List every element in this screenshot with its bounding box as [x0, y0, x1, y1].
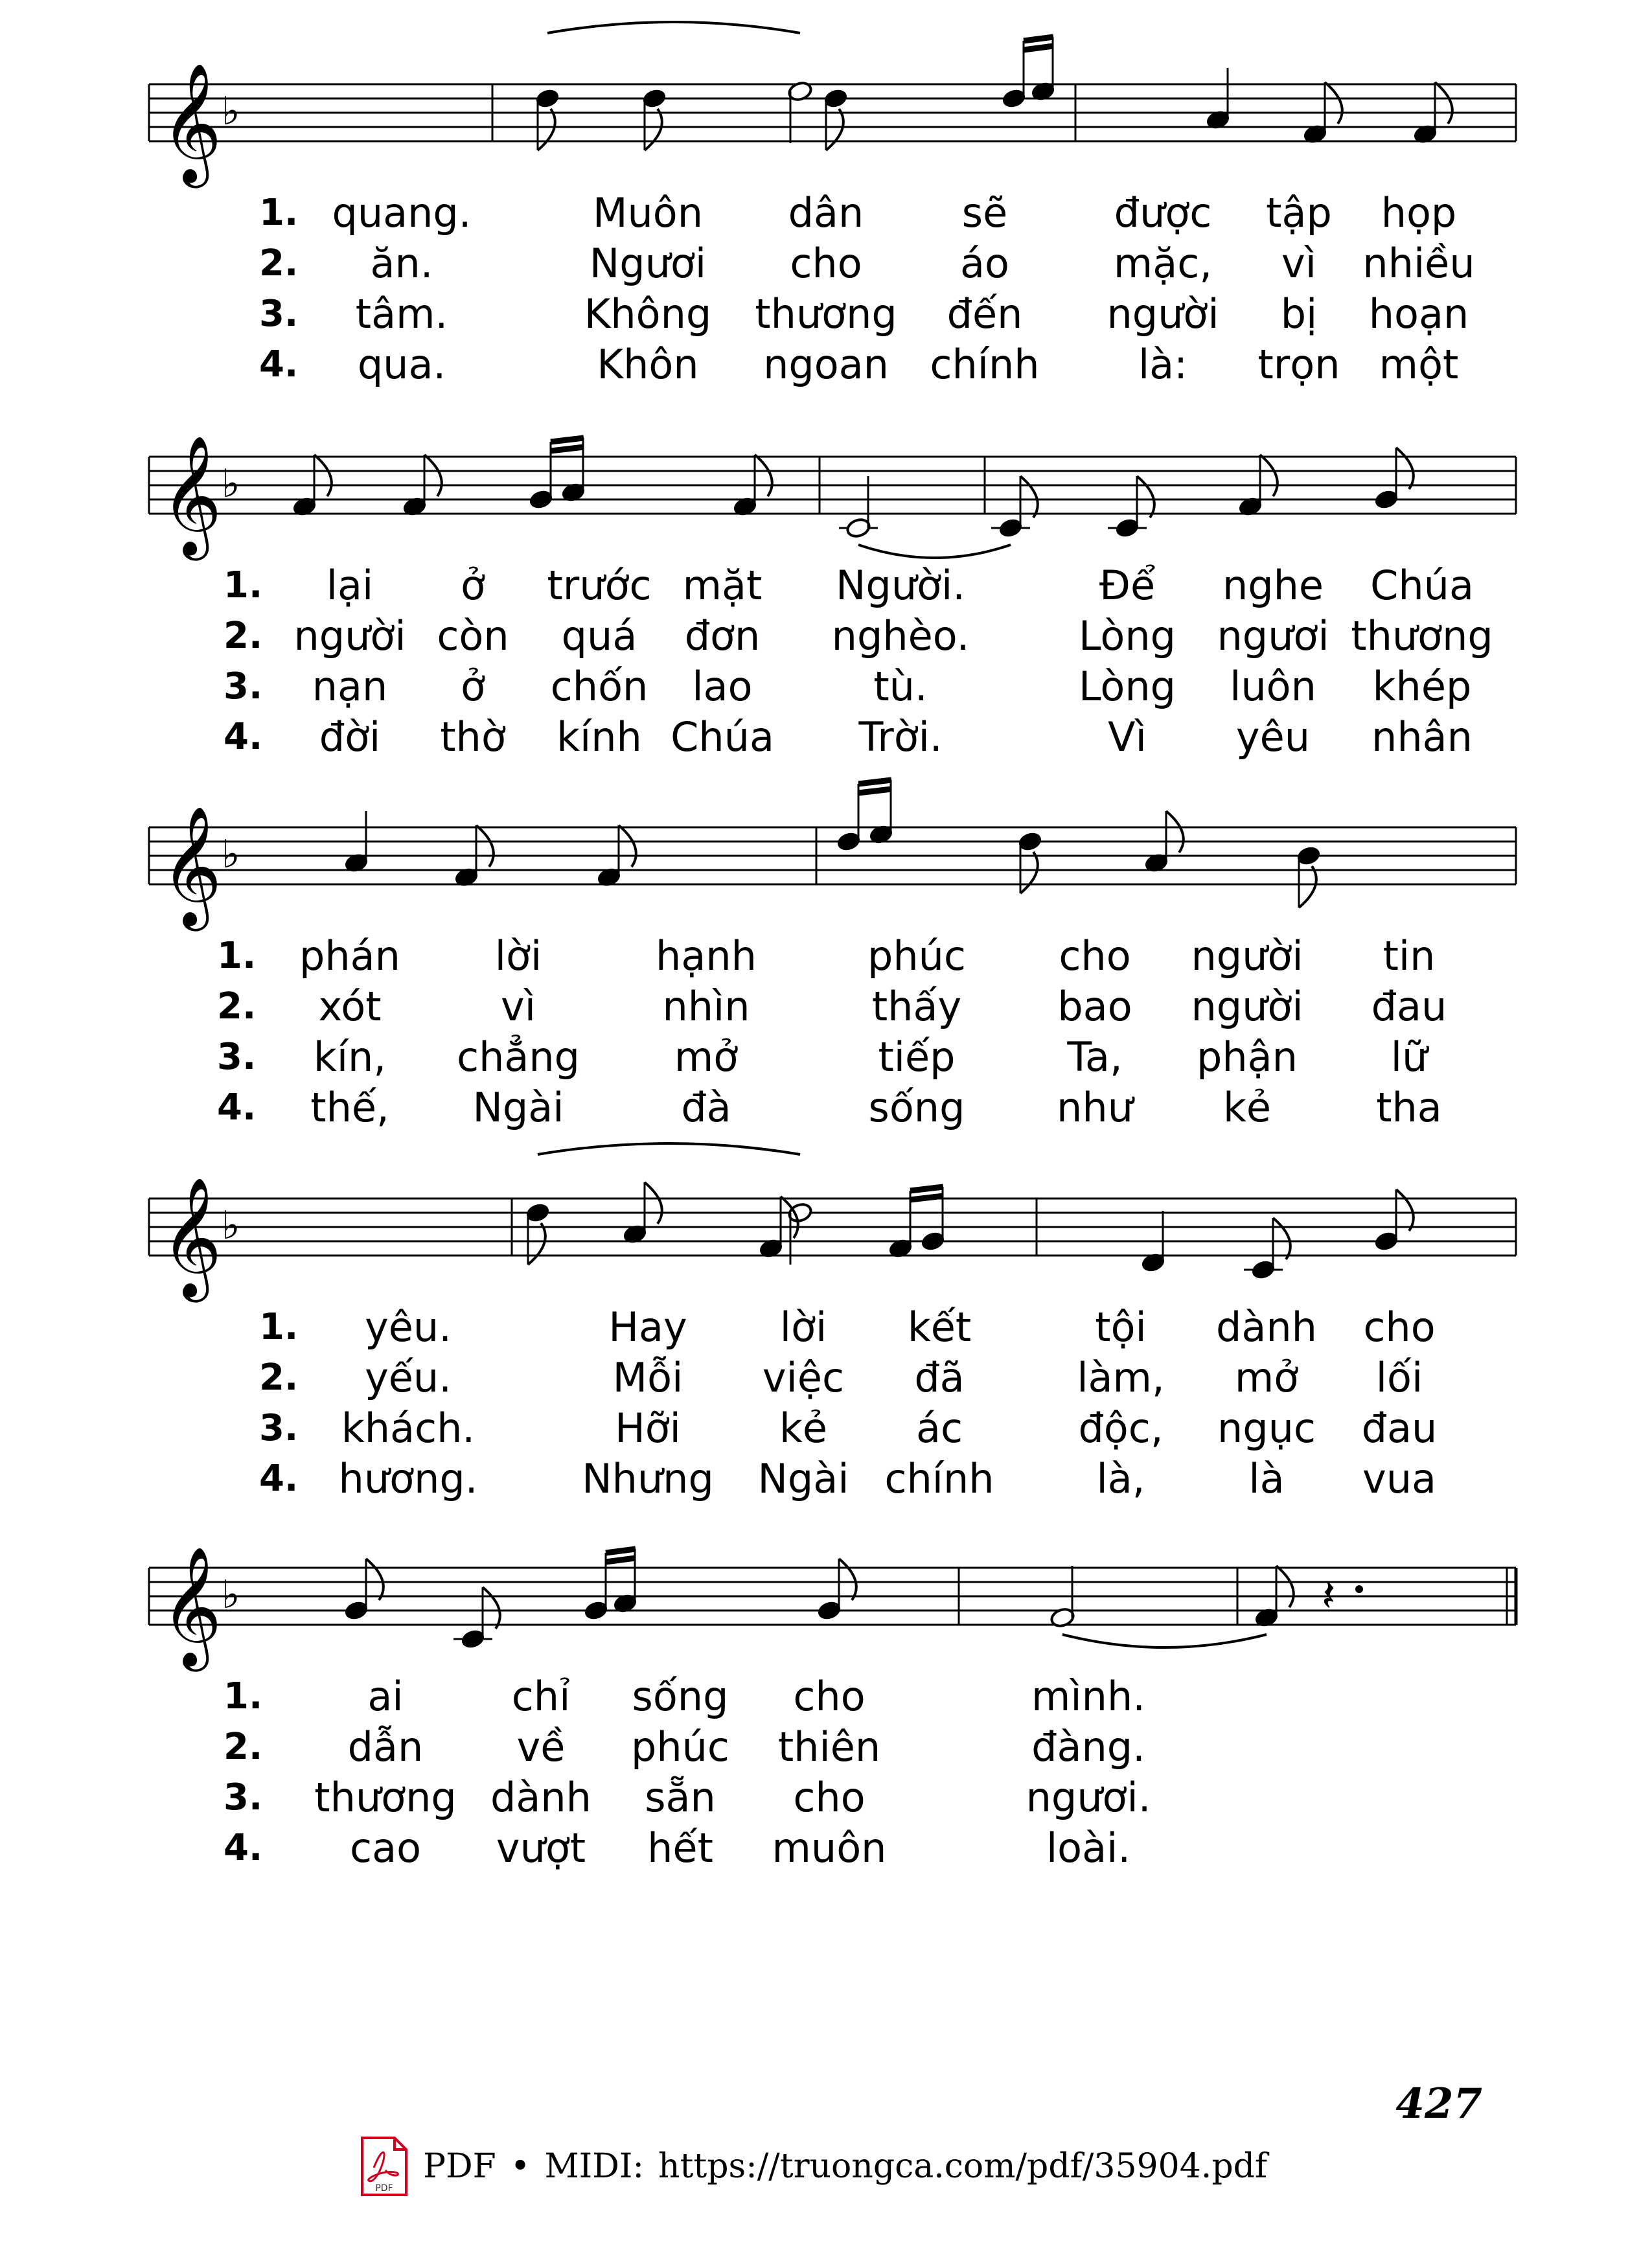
lyric-syllable: chẳng — [456, 1033, 580, 1081]
lyric-syllable: thế, — [310, 1084, 389, 1131]
note-flag — [476, 825, 494, 867]
lyric-syllable: nhân — [1371, 713, 1473, 761]
music-staff-3 — [0, 795, 1652, 924]
lyrics-block-2 — [0, 560, 1652, 763]
lyric-syllable: phúc — [630, 1723, 730, 1771]
lyric-syllable: là, — [1096, 1455, 1145, 1502]
lyric-syllable: bao — [1057, 983, 1132, 1030]
lyric-syllable: đơn — [684, 612, 761, 659]
verse-number: 3. — [217, 1036, 257, 1078]
lyric-syllable: nghèo. — [831, 612, 970, 659]
lyric-syllable: loài. — [1046, 1824, 1131, 1872]
lyric-syllable: lời — [494, 932, 542, 980]
note-flag — [424, 455, 442, 496]
lyric-syllable: lối — [1375, 1354, 1423, 1401]
lyric-syllable: đau — [1371, 983, 1447, 1030]
lyrics-block-1 — [0, 188, 1652, 390]
lyric-syllable: quang. — [332, 189, 472, 236]
lyric-line — [0, 1671, 1652, 1722]
lyric-syllable: nghe — [1222, 562, 1324, 609]
verse-number: 3. — [259, 293, 299, 335]
lyric-syllable: vua — [1362, 1455, 1436, 1502]
lyric-syllable: hạnh — [656, 932, 757, 980]
lyric-syllable: phận — [1197, 1033, 1298, 1081]
lyric-syllable: áo — [960, 240, 1009, 287]
tie — [547, 22, 800, 33]
lyric-syllable: người — [1191, 932, 1303, 980]
lyric-syllable: kẻ — [779, 1405, 828, 1452]
lyric-syllable: đến — [946, 290, 1023, 338]
lyric-syllable: hoạn — [1368, 290, 1469, 338]
verse-number: 3. — [224, 1776, 263, 1818]
beam — [910, 1187, 943, 1191]
note-flag — [1396, 1189, 1414, 1231]
lyric-syllable: mở — [1234, 1354, 1299, 1401]
page-number: 427 — [1395, 2080, 1482, 2128]
lyric-syllable: ở — [461, 663, 485, 710]
music-staff-2 — [0, 424, 1652, 554]
lyric-line — [0, 661, 1652, 712]
lyric-line — [0, 712, 1652, 763]
footer-pdf-label: PDF — [423, 2147, 496, 2186]
lyric-syllable: trọn — [1257, 341, 1340, 388]
lyric-syllable: sẵn — [645, 1774, 716, 1821]
lyric-syllable: muôn — [772, 1824, 887, 1872]
lyric-syllable: trước — [547, 562, 652, 609]
lyric-syllable: kẻ — [1222, 1084, 1272, 1131]
lyric-syllable: tù. — [873, 663, 928, 710]
lyric-syllable: vượt — [496, 1824, 586, 1872]
flat-key-signature-icon: ♭ — [222, 89, 240, 134]
verse-number: 4. — [224, 716, 263, 758]
treble-clef-icon: 𝄞 — [161, 1545, 222, 1666]
beam — [551, 438, 584, 442]
note-flag — [528, 1223, 545, 1265]
lyric-syllable: mặc, — [1113, 240, 1213, 287]
note-flag — [839, 1559, 856, 1600]
lyric-line — [0, 611, 1652, 661]
lyric-syllable: Trời. — [858, 713, 943, 761]
lyric-syllable: cho — [1059, 932, 1131, 980]
note-flag — [538, 109, 555, 150]
verse-number: 4. — [259, 1458, 299, 1500]
lyric-syllable: thiên — [777, 1723, 881, 1771]
lyric-syllable: nạn — [312, 663, 388, 710]
lyric-syllable: kín, — [313, 1033, 387, 1081]
lyric-syllable: tin — [1382, 932, 1436, 980]
music-staff-4 — [0, 1166, 1652, 1296]
verse-number: 3. — [224, 665, 263, 707]
svg-text:PDF: PDF — [375, 2183, 393, 2194]
note-flag — [483, 1587, 500, 1629]
lyric-syllable: là: — [1138, 341, 1188, 388]
treble-clef-icon: 𝄞 — [161, 805, 222, 926]
lyric-syllable: về — [516, 1723, 566, 1771]
lyric-syllable: mình. — [1031, 1673, 1145, 1720]
lyric-line — [0, 188, 1652, 238]
lyrics-block-4 — [0, 1302, 1652, 1504]
lyric-syllable: cho — [1363, 1303, 1436, 1351]
beam — [606, 1558, 636, 1562]
lyric-syllable: sống — [632, 1673, 729, 1720]
lyric-syllable: xót — [318, 983, 382, 1030]
lyric-syllable: hết — [647, 1824, 713, 1872]
note-flag — [619, 825, 636, 867]
lyric-line — [0, 1083, 1652, 1133]
lyric-syllable: nhìn — [662, 983, 750, 1030]
lyric-syllable: lữ — [1390, 1033, 1428, 1081]
lyric-syllable: họp — [1381, 189, 1457, 236]
lyric-line — [0, 1403, 1652, 1454]
flat-key-signature-icon: ♭ — [222, 1572, 240, 1618]
lyric-syllable: ở — [461, 562, 485, 609]
lyric-syllable: ngươi — [1217, 612, 1329, 659]
music-staff-5 — [0, 1535, 1652, 1665]
footer — [360, 2135, 1267, 2197]
lyric-line — [0, 1302, 1652, 1353]
lyric-syllable: cao — [349, 1824, 422, 1872]
lyric-syllable: người — [1107, 290, 1219, 338]
lyric-syllable: cho — [790, 240, 862, 287]
lyric-syllable: Chúa — [671, 713, 774, 761]
lyric-syllable: thương — [755, 290, 897, 338]
lyric-syllable: đà — [681, 1084, 731, 1131]
flat-key-signature-icon: ♭ — [222, 832, 240, 877]
note-flag — [755, 455, 772, 496]
lyric-syllable: Không — [584, 290, 712, 338]
lyric-syllable: Lòng — [1078, 663, 1176, 710]
lyric-syllable: người — [293, 612, 406, 659]
lyric-syllable: lại — [326, 562, 374, 609]
lyric-syllable: sống — [868, 1084, 965, 1131]
lyric-syllable: bị — [1280, 290, 1318, 338]
lyric-syllable: sẽ — [961, 189, 1008, 236]
lyric-syllable: phán — [299, 932, 400, 980]
lyric-syllable: tha — [1376, 1084, 1442, 1131]
lyric-syllable: Mỗi — [612, 1354, 683, 1401]
lyric-syllable: Hay — [608, 1303, 687, 1351]
lyric-line — [0, 931, 1652, 981]
lyric-syllable: Ngươi — [589, 240, 707, 287]
verse-number: 4. — [259, 343, 299, 385]
note-flag — [1273, 1218, 1291, 1259]
lyric-syllable: làm, — [1077, 1354, 1165, 1401]
lyric-syllable: ăn. — [370, 240, 433, 287]
note-flag — [1260, 455, 1278, 496]
lyric-syllable: Ta, — [1067, 1033, 1123, 1081]
footer-separator: • — [510, 2147, 531, 2186]
lyric-syllable: mặt — [682, 562, 763, 609]
lyric-syllable: tâm. — [355, 290, 448, 338]
dot — [1355, 1585, 1363, 1593]
lyric-line — [0, 1823, 1652, 1874]
lyric-syllable: người — [1191, 983, 1303, 1030]
note-flag — [1299, 866, 1316, 908]
lyric-syllable: kết — [907, 1303, 972, 1351]
footer-midi-label: MIDI: — [544, 2147, 644, 2186]
lyric-syllable: Để — [1099, 562, 1156, 609]
beam — [551, 447, 584, 451]
lyric-syllable: lời — [779, 1303, 827, 1351]
lyric-syllable: Hỡi — [615, 1405, 681, 1452]
verse-number: 4. — [217, 1086, 257, 1129]
lyric-syllable: Ngài — [757, 1455, 849, 1502]
lyric-syllable: ngục — [1217, 1405, 1316, 1452]
verse-number: 1. — [224, 564, 263, 606]
verse-number: 2. — [259, 242, 299, 284]
verse-number: 4. — [224, 1827, 263, 1869]
lyric-syllable: ác — [915, 1405, 963, 1452]
note-flag — [1020, 852, 1038, 893]
beam — [1024, 37, 1053, 41]
lyric-syllable: lao — [692, 663, 753, 710]
lyric-syllable: đời — [319, 713, 381, 761]
beam — [606, 1549, 636, 1553]
note-flag — [366, 1559, 384, 1600]
verse-number: 3. — [259, 1407, 299, 1449]
verse-number: 2. — [259, 1357, 299, 1399]
verse-number: 1. — [259, 1306, 299, 1348]
lyric-syllable: ngoan — [763, 341, 889, 388]
lyric-syllable: phúc — [867, 932, 967, 980]
note-flag — [1276, 1566, 1294, 1607]
quarter-rest-icon: 𝄽 — [1322, 1568, 1336, 1622]
lyric-syllable: chốn — [550, 663, 648, 710]
lyric-syllable: đàng. — [1031, 1723, 1145, 1771]
lyric-syllable: là — [1248, 1455, 1285, 1502]
beam — [858, 780, 891, 784]
beam — [858, 789, 891, 793]
lyric-syllable: dân — [788, 189, 864, 236]
lyric-syllable: tiếp — [878, 1033, 956, 1081]
lyric-syllable: chỉ — [511, 1673, 571, 1720]
treble-clef-icon: 𝄞 — [161, 62, 222, 183]
lyric-syllable: tập — [1266, 189, 1332, 236]
note-flag — [826, 109, 843, 150]
lyric-syllable: hương. — [338, 1455, 478, 1502]
lyric-line — [0, 1454, 1652, 1504]
verse-number: 1. — [217, 935, 257, 977]
note-flag — [1166, 811, 1184, 853]
lyric-syllable: thương — [1351, 612, 1493, 659]
lyric-syllable: vì — [1281, 240, 1316, 287]
lyric-syllable: Khôn — [597, 341, 699, 388]
flat-key-signature-icon: ♭ — [222, 1203, 240, 1248]
lyric-line — [0, 339, 1652, 390]
note-flag — [645, 109, 662, 150]
verse-number: 2. — [224, 615, 263, 657]
lyric-syllable: một — [1379, 341, 1459, 388]
lyrics-block-5 — [0, 1671, 1652, 1874]
lyric-syllable: chính — [930, 341, 1040, 388]
verse-number: 2. — [224, 1726, 263, 1768]
beam — [910, 1196, 943, 1200]
tie — [858, 545, 1011, 558]
lyric-syllable: khách. — [341, 1405, 476, 1452]
lyric-syllable: việc — [762, 1354, 845, 1401]
lyric-syllable: khép — [1372, 663, 1472, 710]
lyric-line — [0, 560, 1652, 611]
treble-clef-icon: 𝄞 — [161, 1176, 222, 1297]
lyric-syllable: độc, — [1078, 1405, 1164, 1452]
lyric-syllable: yếu. — [365, 1354, 452, 1401]
lyric-syllable: cho — [793, 1673, 866, 1720]
note-flag — [314, 455, 332, 496]
lyric-syllable: kính — [556, 713, 642, 761]
pdf-icon[interactable] — [360, 2135, 409, 2197]
lyric-syllable: dẫn — [347, 1723, 424, 1771]
lyric-syllable: được — [1114, 189, 1212, 236]
lyric-syllable: dành — [490, 1774, 591, 1821]
note-flag — [1435, 82, 1452, 124]
lyric-line — [0, 1032, 1652, 1083]
lyric-syllable: Chúa — [1370, 562, 1474, 609]
lyric-syllable: Người. — [836, 562, 965, 609]
lyric-line — [0, 289, 1652, 339]
lyric-line — [0, 981, 1652, 1032]
lyric-syllable: dành — [1216, 1303, 1317, 1351]
lyric-syllable: qua. — [357, 341, 446, 388]
lyric-syllable: yêu. — [365, 1303, 452, 1351]
verse-number: 1. — [259, 192, 299, 234]
lyric-syllable: ngươi. — [1026, 1774, 1151, 1821]
lyric-syllable: cho — [793, 1774, 866, 1821]
lyric-syllable: thương — [314, 1774, 457, 1821]
lyric-syllable: đau — [1361, 1405, 1438, 1452]
lyric-syllable: ai — [367, 1673, 404, 1720]
verse-number: 2. — [217, 985, 257, 1027]
lyric-syllable: thấy — [871, 983, 962, 1030]
verse-number: 1. — [224, 1675, 263, 1717]
beam — [1024, 46, 1053, 50]
lyric-syllable: đã — [914, 1354, 965, 1401]
lyric-line — [0, 238, 1652, 289]
music-staff-1 — [0, 52, 1652, 181]
flat-key-signature-icon: ♭ — [222, 461, 240, 507]
lyric-line — [0, 1353, 1652, 1403]
lyric-line — [0, 1772, 1652, 1823]
note-flag — [1325, 82, 1342, 124]
lyric-syllable: còn — [437, 612, 509, 659]
note-flag — [1396, 448, 1414, 489]
lyric-syllable: thờ — [440, 713, 506, 761]
lyric-syllable: như — [1057, 1084, 1133, 1131]
lyric-syllable: Ngài — [472, 1084, 564, 1131]
lyrics-block-3 — [0, 931, 1652, 1133]
lyric-syllable: luôn — [1230, 663, 1316, 710]
treble-clef-icon: 𝄞 — [161, 434, 222, 555]
lyric-syllable: tội — [1095, 1303, 1147, 1351]
note-flag — [1137, 476, 1154, 518]
lyric-syllable: chính — [884, 1455, 994, 1502]
lyric-line — [0, 1722, 1652, 1772]
lyric-syllable: mở — [674, 1033, 739, 1081]
note-flag — [1020, 476, 1038, 518]
lyric-syllable: Muôn — [592, 189, 704, 236]
lyric-syllable: Vì — [1108, 713, 1147, 761]
lyric-syllable: Lòng — [1078, 612, 1176, 659]
lyric-syllable: quá — [561, 612, 637, 659]
lyric-syllable: Nhưng — [582, 1455, 714, 1502]
tie — [538, 1143, 800, 1154]
note-flag — [645, 1182, 662, 1224]
lyric-syllable: nhiều — [1362, 240, 1475, 287]
lyric-syllable: yêu — [1235, 713, 1311, 761]
lyric-syllable: vì — [501, 983, 536, 1030]
footer-url-link[interactable]: https://truongca.com/pdf/35904.pdf — [658, 2147, 1268, 2186]
tie — [1062, 1634, 1267, 1647]
